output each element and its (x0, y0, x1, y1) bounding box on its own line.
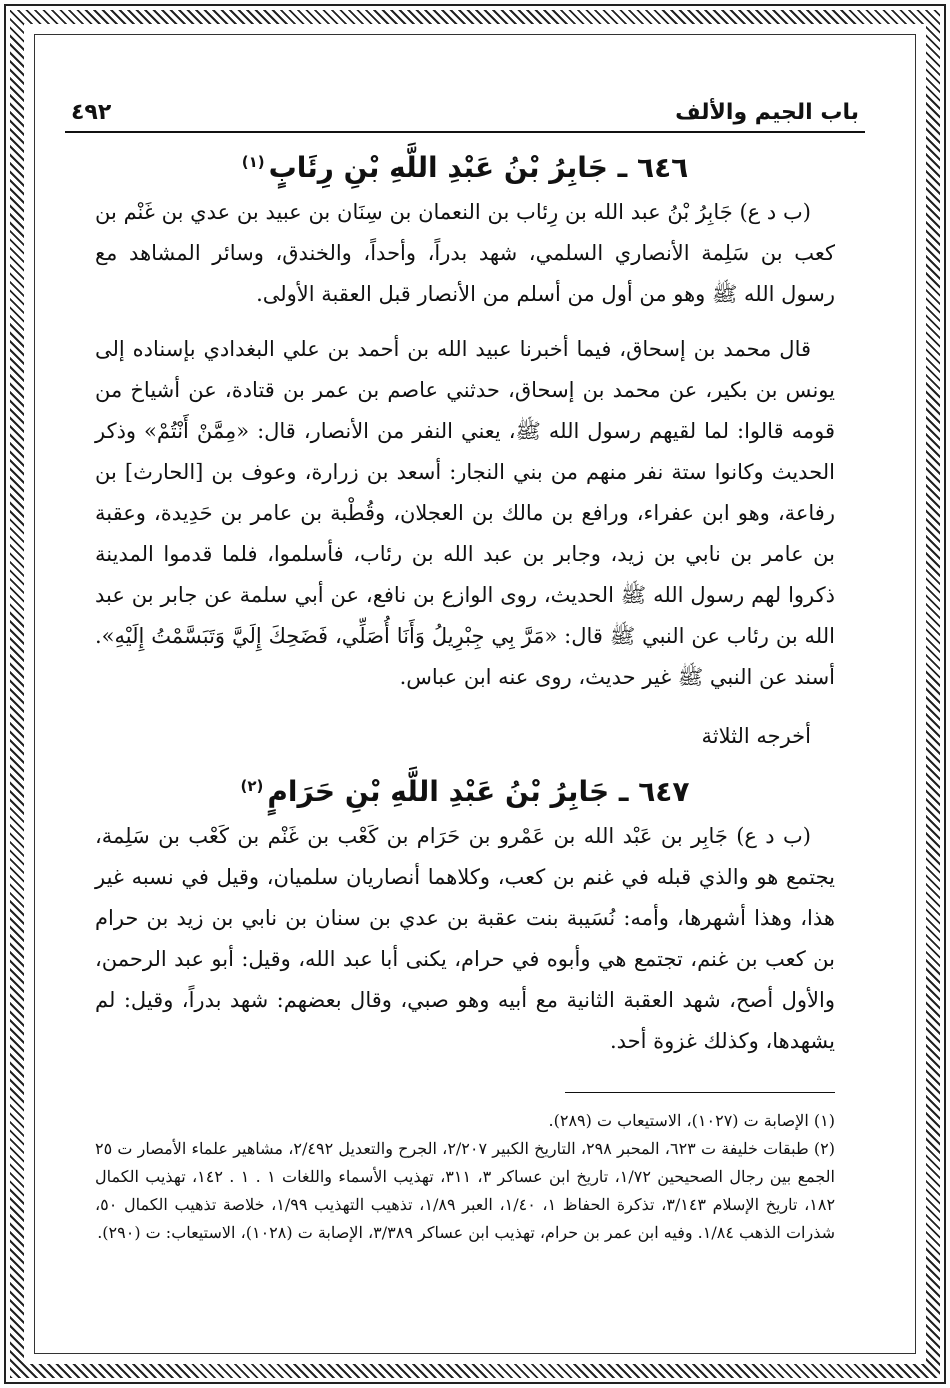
footnote: (٢) طبقات خليفة ت ٦٢٣، المحبر ٢٩٨، التاريخ الكبير ٢/٢٠٧، الجرح والتعديل ٢/٤٩٢، مشاهير علماء الأمصار ت ٢٥ الجمع بين رجال الصحيحين ١/٧٢، تاريخ ابن عساكر ٣، ٣١١، تهذيب الأسماء واللغات ١ . ١ . ١٤٢، تهذيب الكمال ١٨٢، تاريخ الإسلام ٣/١٤٣، تذكرة الحفاظ ١، ١/٤٠، العبر ١/٨٩، تذهيب التهذيب ١/٩٩، خلاصة تذهيب الكمال ٥٠، شذرات الذهب ١/٨٤. وفيه ابن عمر بن حرام، تهذيب ابن عساكر ٣/٣٨٩، الإصابة ت (١٠٢٨)، الاستيعاب: ت (٢٩٠). (95, 1139, 836, 1242)
entry-closing: أخرجه الثلاثة (701, 724, 811, 748)
entry-paragraph: (ب د ع) جَابِر بن عَبْد الله بن عَمْرو بن حَرَام بن كَعْب بن غَنْم بن كَعْب بن سَلِمة، يجتمع هو والذي قبله في غنم بن كعب، وكلاهما أنصاريان سلميان، وقيل في نسبه غير هذا، وهذا أشهرها، وأمه: نُسَيبة بنت عقبة بن عدي بن سنان بن نابي بن زيد بن حرام بن كعب بن غنم، تجتمع هي وأبوه في حرام، يكنى أبا عبد الله، وقيل: أبو عبد الرحمن، والأول أصح، شهد العقبة الثانية مع أبيه وهو صبي، وقال بعضهم: شهد بدراً، وقيل: لم يشهدها، وكذلك غزوة أحد. (95, 824, 835, 1053)
entry-647 (95, 775, 835, 1062)
chapter-title: باب الجيم والألف (675, 100, 859, 125)
footnote-divider (565, 1092, 835, 1093)
footnote: (١) الإصابة ت (١٠٢٧)، الاستيعاب ت (٢٨٩). (548, 1111, 835, 1130)
footnote-ref: (٢) (240, 776, 264, 795)
page-number: ٤٩٢ (71, 100, 112, 125)
entry-646 (95, 151, 835, 757)
entry-paragraph: قال محمد بن إسحاق، فيما أخبرنا عبيد الله بن أحمد بن علي البغدادي بإسناده إلى يونس بن بكير، عن محمد بن إسحاق، حدثني عاصم بن عمر بن قتادة، عن أشياخ من قومه قالوا: لما لقيهم رسول الله ﷺ، يعني النفر من الأنصار، قال: «مِمَّنْ أَنْتُمْ» وذكر الحديث وكانوا ستة نفر منهم من بني النجار: أسعد بن زرارة، وعوف بن [الحارث] بن رفاعة، وهو ابن عفراء، ورافع بن مالك بن العجلان، وقُطْبة بن عامر بن حَدِيدة، وعقبة بن عامر بن نابي بن زيد، وجابر بن عبد الله بن رئاب، فأسلموا، فلما قدموا المدينة ذكروا لهم رسول الله ﷺ الحديث، روى الوازع بن نافع، عن أبي سلمة عن جابر بن عبد الله بن رئاب عن النبي ﷺ قال: «مَرَّ بِي جِبْرِيلُ وَأَنَا أُصَلِّي، فَضَحِكَ إِلَيَّ وَتَبَسَّمْتُ إِلَيْهِ». أسند عن النبي ﷺ غير حديث، روى عنه ابن عباس. (95, 337, 835, 689)
entry-title: ٦٤٧ ـ جَابِرُ بْنُ عَبْدِ اللَّهِ بْنِ حَرَامٍ$^{(٢)}$ (240, 775, 690, 808)
entry-paragraph: (ب د ع) جَابِرُ بْنُ عبد الله بن رِئاب بن النعمان بن سِنَان بن عبيد بن عدي بن غَنْم بن كعب بن سَلِمة الأنصاري السلمي، شهد بدراً، وأحداً، والخندق، وسائر المشاهد مع رسول الله ﷺ وهو من أول من أسلم من الأنصار قبل العقبة الأولى. (95, 200, 835, 306)
running-header (65, 100, 865, 133)
footnote-ref: (١) (241, 152, 265, 171)
entry-title: ٦٤٦ ـ جَابِرُ بْنُ عَبْدِ اللَّهِ بْنِ رِئَابٍ$^{(١)}$ (241, 151, 689, 184)
page-body (71, 100, 859, 1247)
